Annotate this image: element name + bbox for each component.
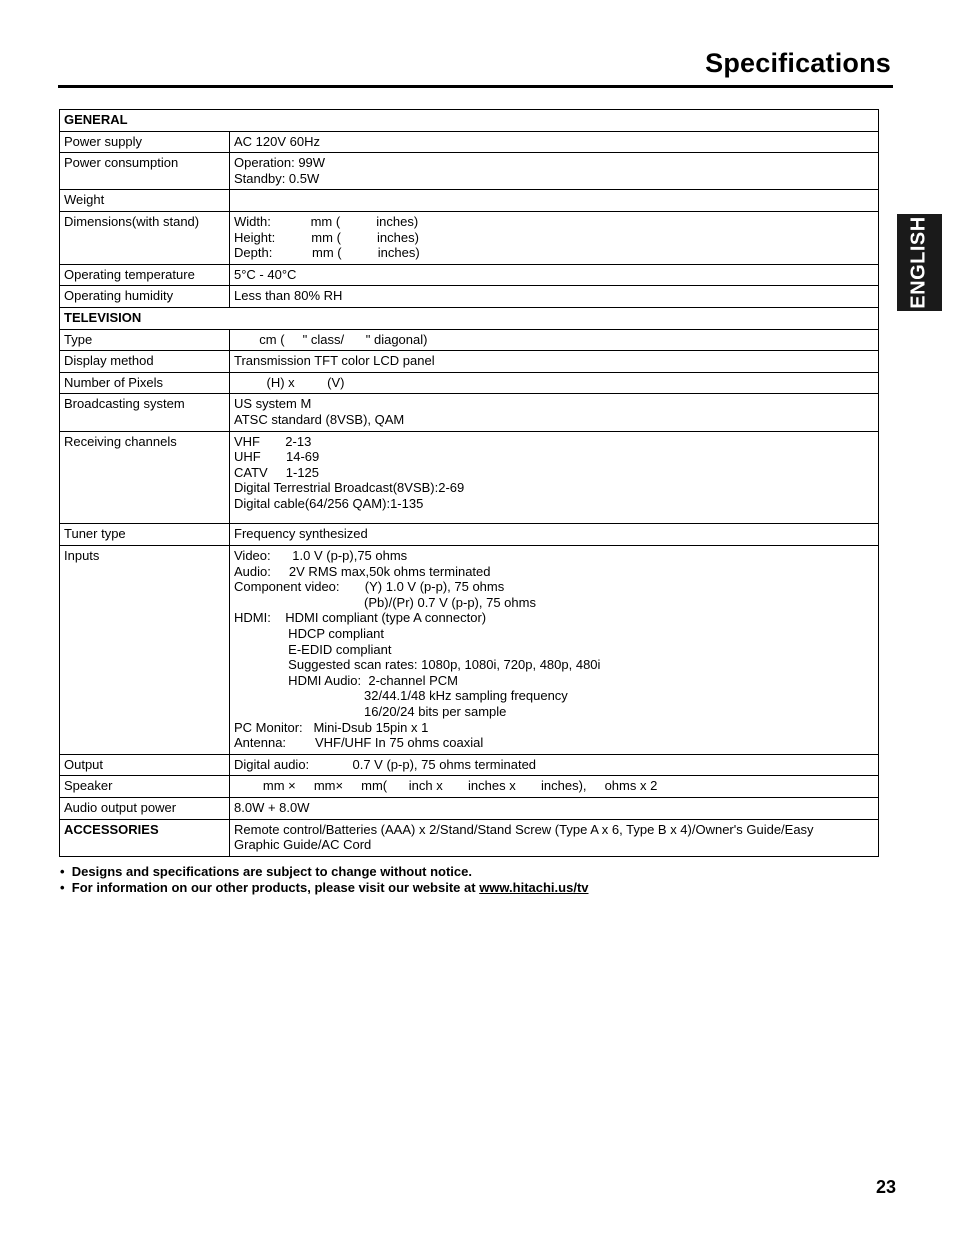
spec-value	[230, 372, 879, 394]
spec-value	[230, 211, 879, 264]
spec-label: Audio output power	[60, 797, 230, 819]
spec-value-line: Frequency synthesized	[234, 526, 368, 542]
note-item	[60, 880, 589, 896]
spec-value	[230, 524, 879, 546]
spec-label: Power supply	[60, 131, 230, 153]
spec-row	[60, 190, 879, 212]
spec-value-line: Depth: mm ( inches)	[234, 245, 420, 261]
spec-value-line: Digital Terrestrial Broadcast(8VSB):2-69	[234, 480, 465, 496]
spec-value-line: US system M	[234, 396, 312, 412]
spec-label: Weight	[60, 190, 230, 212]
accessories-line: Remote control/Batteries (AAA) x 2/Stand/Stand Screw (Type A x 6, Type B x 4)/Owner's Guide/Easy	[234, 821, 814, 837]
spec-label: Tuner type	[60, 524, 230, 546]
spec-row	[60, 351, 879, 373]
spec-value-line: Video: 1.0 V (p-p),75 ohms	[234, 548, 408, 564]
spec-label: Speaker	[60, 776, 230, 798]
spec-value-line: Standby: 0.5W	[234, 170, 320, 186]
spec-value-line: (H) x (V)	[234, 374, 345, 390]
spec-value-line: Width: mm ( inches)	[234, 213, 419, 229]
spec-row	[60, 524, 879, 546]
spacer	[234, 511, 874, 520]
accessories-value	[230, 819, 879, 856]
spec-value-line: Digital audio: 0.7 V (p-p), 75 ohms terminated	[234, 756, 537, 772]
spec-value-line: Suggested scan rates: 1080p, 1080i, 720p, 480p, 480i	[234, 657, 601, 673]
spec-row	[60, 776, 879, 798]
spec-label: Operating humidity	[60, 286, 230, 308]
spec-row	[60, 153, 879, 190]
section-heading: GENERAL	[60, 110, 879, 132]
page-title: Specifications	[705, 48, 891, 78]
spec-label: Power consumption	[60, 153, 230, 190]
spec-value	[230, 131, 879, 153]
spec-row	[60, 131, 879, 153]
title-rule	[58, 85, 893, 88]
spec-value-line: Antenna: VHF/UHF In 75 ohms coaxial	[234, 735, 484, 751]
spec-value-line: Less than 80% RH	[234, 288, 343, 304]
note-text: Designs and specifications are subject to change without notice.	[71, 864, 472, 879]
spec-row	[60, 797, 879, 819]
section-heading: TELEVISION	[60, 307, 879, 329]
spec-value-line: Component video: (Y) 1.0 V (p-p), 75 ohms	[234, 579, 505, 595]
spec-value-line: 8.0W + 8.0W	[234, 799, 310, 815]
spec-label: Inputs	[60, 546, 230, 755]
bullet: •	[60, 864, 65, 879]
spec-value-line: VHF 2-13	[234, 433, 312, 449]
spec-label: Broadcasting system	[60, 394, 230, 431]
spec-label: Dimensions(with stand)	[60, 211, 230, 264]
spec-row	[60, 546, 879, 755]
accessories-line: Graphic Guide/AC Cord	[234, 837, 372, 853]
spec-value-line: AC 120V 60Hz	[234, 133, 320, 149]
section-row	[60, 110, 879, 132]
spec-value-line: cm ( " class/ " diagonal)	[234, 331, 428, 347]
spec-value-line: 5°C - 40°C	[234, 266, 297, 282]
spec-value-line: HDCP compliant	[234, 626, 385, 642]
spec-value-line: HDMI Audio: 2-channel PCM	[234, 672, 458, 688]
spec-value-line: E-EDID compliant	[234, 641, 392, 657]
spec-value-line: mm × mm× mm( inch x inches x inches), ohms x 2	[234, 778, 658, 794]
spec-value-line: Transmission TFT color LCD panel	[234, 353, 435, 369]
spec-row	[60, 431, 879, 524]
spec-label: Type	[60, 329, 230, 351]
accessories-heading: ACCESSORIES	[60, 819, 230, 856]
spec-value	[230, 394, 879, 431]
spec-label: Number of Pixels	[60, 372, 230, 394]
spec-row	[60, 264, 879, 286]
spec-value-line: 32/44.1/48 kHz sampling frequency	[234, 688, 568, 704]
spec-value	[230, 153, 879, 190]
spec-value-line: ATSC standard (8VSB), QAM	[234, 411, 405, 427]
accessories-row	[60, 819, 879, 856]
spec-label: Output	[60, 754, 230, 776]
spec-value	[230, 776, 879, 798]
spec-value	[230, 190, 879, 212]
spec-value-line: Audio: 2V RMS max,50k ohms terminated	[234, 563, 491, 579]
spec-label: Display method	[60, 351, 230, 373]
spec-value-line: Digital cable(64/256 QAM):1-135	[234, 495, 424, 511]
spec-value	[230, 351, 879, 373]
spec-value	[230, 431, 879, 524]
spec-value	[230, 286, 879, 308]
spec-value-line: HDMI: HDMI compliant (type A connector)	[234, 610, 487, 626]
spec-value-line: (Pb)/(Pr) 0.7 V (p-p), 75 ohms	[234, 594, 536, 610]
spec-row	[60, 286, 879, 308]
section-row	[60, 307, 879, 329]
spec-row	[60, 372, 879, 394]
spec-value	[230, 264, 879, 286]
spec-row	[60, 329, 879, 351]
note-item	[60, 864, 589, 880]
language-tab	[897, 214, 942, 311]
spec-label: Receiving channels	[60, 431, 230, 524]
language-tab-label: ENGLISH	[908, 216, 930, 309]
website-link[interactable]: www.hitachi.us/tv	[479, 880, 589, 895]
page-number: 23	[876, 1177, 897, 1197]
spec-value-line: Operation: 99W	[234, 155, 326, 171]
notes	[60, 864, 589, 896]
specifications-table	[59, 109, 879, 857]
spec-value-line: PC Monitor: Mini-Dsub 15pin x 1	[234, 719, 429, 735]
spec-value	[230, 754, 879, 776]
spec-value	[230, 546, 879, 755]
bullet: •	[60, 880, 65, 895]
note-text: For information on our other products, please visit our website at	[71, 880, 480, 895]
spec-value-line: Height: mm ( inches)	[234, 229, 419, 245]
spec-label: Operating temperature	[60, 264, 230, 286]
spec-value-line: UHF 14-69	[234, 449, 320, 465]
spec-value	[230, 329, 879, 351]
spec-row	[60, 211, 879, 264]
spec-row	[60, 394, 879, 431]
spec-value-line: 16/20/24 bits per sample	[234, 704, 507, 719]
spec-value-line: CATV 1-125	[234, 464, 320, 480]
spec-row	[60, 754, 879, 776]
spec-value	[230, 797, 879, 819]
